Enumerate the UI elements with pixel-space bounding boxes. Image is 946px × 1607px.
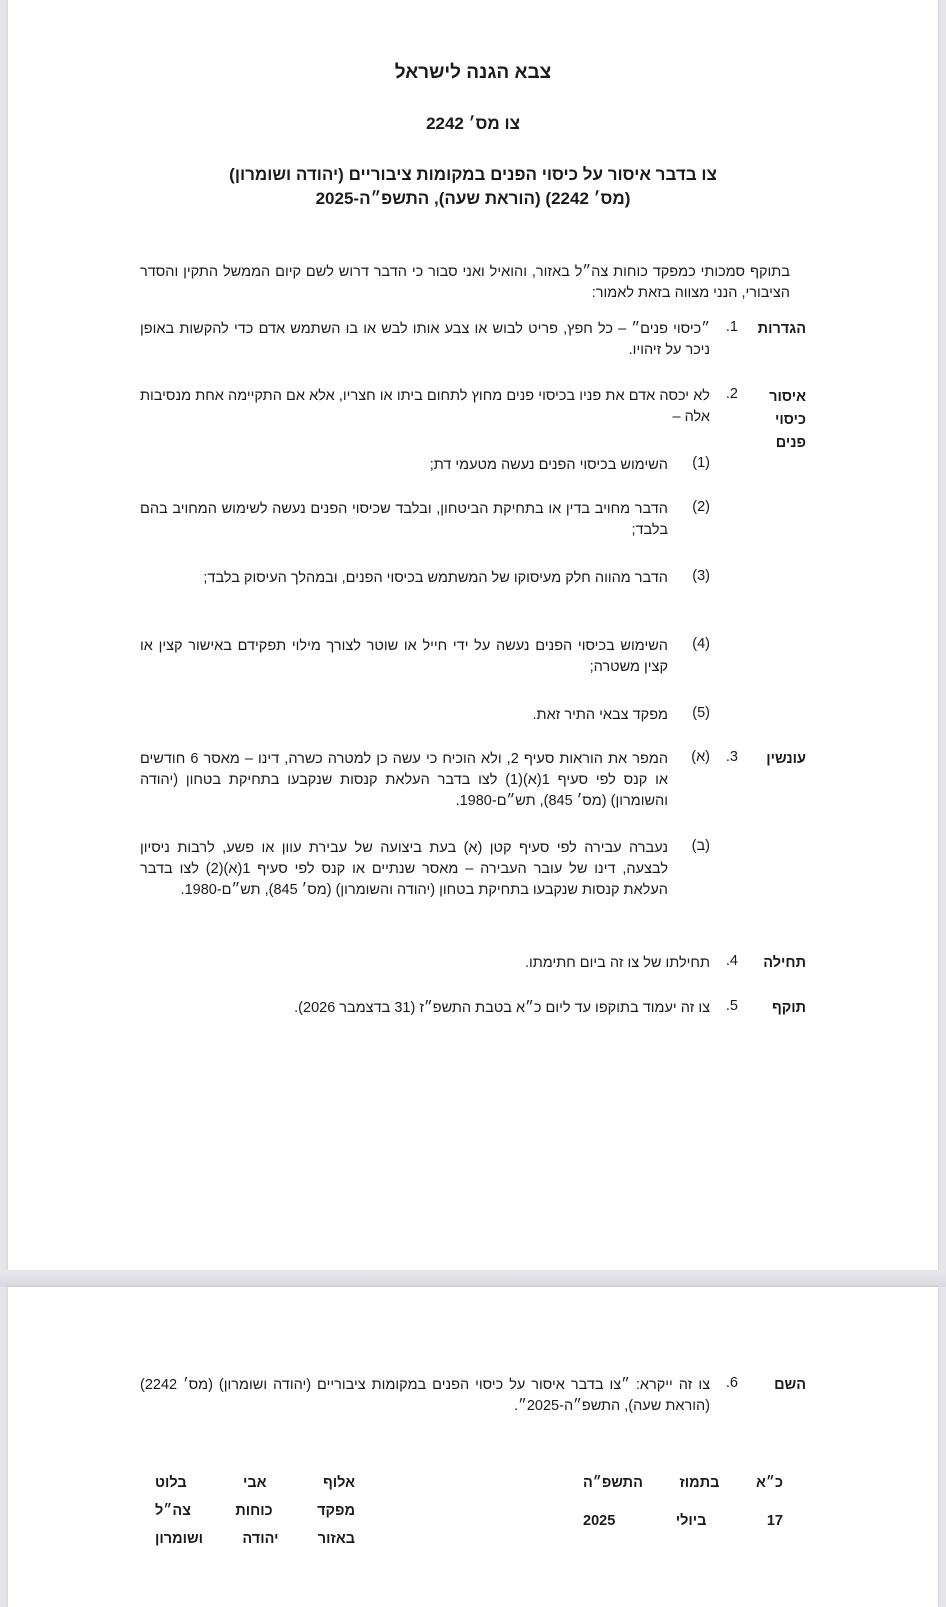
date-block — [583, 1475, 783, 1529]
section-2-number: 2. — [725, 386, 738, 402]
section-2-item-5-text: מפקד צבאי התיר זאת. — [532, 707, 668, 723]
signature-title-word-2: כוחות — [235, 1503, 273, 1519]
section-3b-number: (ב) — [691, 838, 710, 854]
signature-title-word-1: מפקד — [317, 1503, 355, 1519]
section-5-number: 5. — [725, 998, 738, 1014]
section-3a-number: (א) — [691, 749, 710, 765]
order-title-line-2: (מס׳ 2242) (הוראת שעה), התשפ״ה-2025 — [315, 189, 631, 208]
signature-block — [155, 1475, 355, 1559]
order-title — [8, 163, 938, 211]
signature-first-name: אבי — [243, 1475, 267, 1491]
section-5-side-title: תוקף — [771, 1000, 806, 1016]
signature-region-word-1: באזור — [317, 1531, 355, 1547]
section-5-text: צו זה יעמוד בתוקפו עד ליום כ״א בטבת התשפ״ז (31 בדצמבר 2026). — [294, 1000, 710, 1016]
section-2-item-1-number: (1) — [692, 455, 710, 471]
gregorian-date-year: 2025 — [583, 1513, 616, 1529]
signature-line-1 — [155, 1475, 355, 1503]
signature-title-word-3: צה״ל — [155, 1503, 191, 1519]
org-name: צבא הגנה לישראל — [394, 62, 552, 83]
section-6-number: 6. — [725, 1375, 738, 1391]
section-2-item-2-text: הדבר מחויב בדין או בתחיקת הביטחון, ובלבד שכיסוי הפנים נעשה לשימוש המחויב בהם בלבד; — [140, 501, 668, 538]
gregorian-date-day: 17 — [766, 1513, 783, 1529]
hebrew-date-month: בתמוז — [679, 1475, 720, 1491]
section-3b-text: נעברה עבירה לפי סעיף קטן (א) בעת ביצועה של עבירת עוון או פשע, לרבות ניסיון לבצעה, דינו של עובר העבירה – מאסר שנתיים או קנס לפי סעיף 1(א)(2) לצו בדבר העלאת קנסות שנקבעו בתחיקת בטחון (יהודה והשומרון) (מס׳ 845), תש״ם-1980. — [140, 840, 668, 898]
signature-region-word-2: יהודה — [242, 1531, 279, 1547]
section-3-side-title: עונשין — [766, 751, 806, 767]
section-2-item-4-number: (4) — [692, 636, 710, 652]
section-2-item-1-text: השימוש בכיסוי הפנים נעשה מטעמי דת; — [429, 457, 668, 473]
section-2-item-3-text: הדבר מהווה חלק מעיסוקו של המשתמש בכיסוי הפנים, ובמהלך העיסוק בלבד; — [203, 570, 668, 586]
section-2-item-2-number: (2) — [692, 499, 710, 515]
order-title-line-1: צו בדבר איסור על כיסוי הפנים במקומות ציבוריים (יהודה ושומרון) — [229, 165, 717, 184]
section-1-side-title: הגדרות — [757, 321, 806, 337]
section-4-number: 4. — [725, 953, 738, 969]
section-1-text: ״כיסוי פנים״ – כל חפץ, פריט לבוש או צבע אותו לבש או בו השתמש אדם כדי להקשות באופן ניכר על זיהויו. — [140, 321, 710, 358]
signature-region-word-3: ושומרון — [155, 1531, 204, 1547]
section-2-text: לא יכסה אדם את פניו בכיסוי פנים מחוץ לתחום ביתו או חצריו, אלא אם התקיימה אחת מנסיבות אלה – — [140, 388, 710, 425]
signature-line-2 — [155, 1503, 355, 1531]
hebrew-date-year: התשפ״ה — [583, 1475, 643, 1491]
hebrew-date — [583, 1475, 783, 1497]
section-3a-text: המפר את הוראות סעיף 2, ולא הוכיח כי עשה כן למטרה כשרה, דינו – מאסר 6 חודשים או קנס לפי סעיף 1(א)(1) לצו בדבר העלאת קנסות שנקבעו בתחיקת בטחון (יהודה והשומרון) (מס׳ 845), תש״ם-1980. — [140, 751, 669, 809]
section-4-text: תחילתו של צו זה ביום חתימתו. — [524, 955, 710, 971]
section-2-side-title: איסור כיסוי פנים — [769, 389, 806, 451]
document-page-1 — [8, 0, 938, 1270]
section-2-item-4-text: השימוש בכיסוי הפנים נעשה על ידי חייל או שוטר לצורך מילוי תפקידם באישור קצין או קצין משטרה; — [140, 638, 668, 675]
section-6-side-title: השם — [774, 1377, 806, 1393]
section-1-number: 1. — [725, 319, 738, 335]
gregorian-date-month: ביולי — [675, 1513, 707, 1529]
section-4-side-title: תחילה — [763, 955, 806, 971]
section-6-text: צו זה ייקרא: ״צו בדבר איסור על כיסוי הפנים במקומות ציבוריים (יהודה ושומרון) (מס׳ 2242) (הוראת שעה), התשפ״ה-2025״. — [140, 1377, 710, 1414]
hebrew-date-day: כ״א — [756, 1475, 783, 1491]
section-3-number: 3. — [725, 749, 738, 765]
signature-last-name: בלוט — [155, 1475, 187, 1491]
section-2-item-3-number: (3) — [692, 568, 710, 584]
preamble: בתוקף סמכותי כמפקד כוחות צה״ל באזור, והואיל ואני סבור כי הדבר דרוש לשם קיום הממשל התקין והסדר הציבורי, הנני מצווה בזאת לאמור: — [140, 264, 790, 301]
document-page-2 — [8, 1287, 938, 1607]
signature-rank: אלוף — [322, 1475, 355, 1491]
page-separator — [0, 1270, 946, 1287]
signature-line-3 — [155, 1531, 355, 1559]
order-number: צו מס׳ 2242 — [426, 114, 520, 133]
section-2-item-5-number: (5) — [692, 705, 710, 721]
gregorian-date — [583, 1513, 783, 1529]
